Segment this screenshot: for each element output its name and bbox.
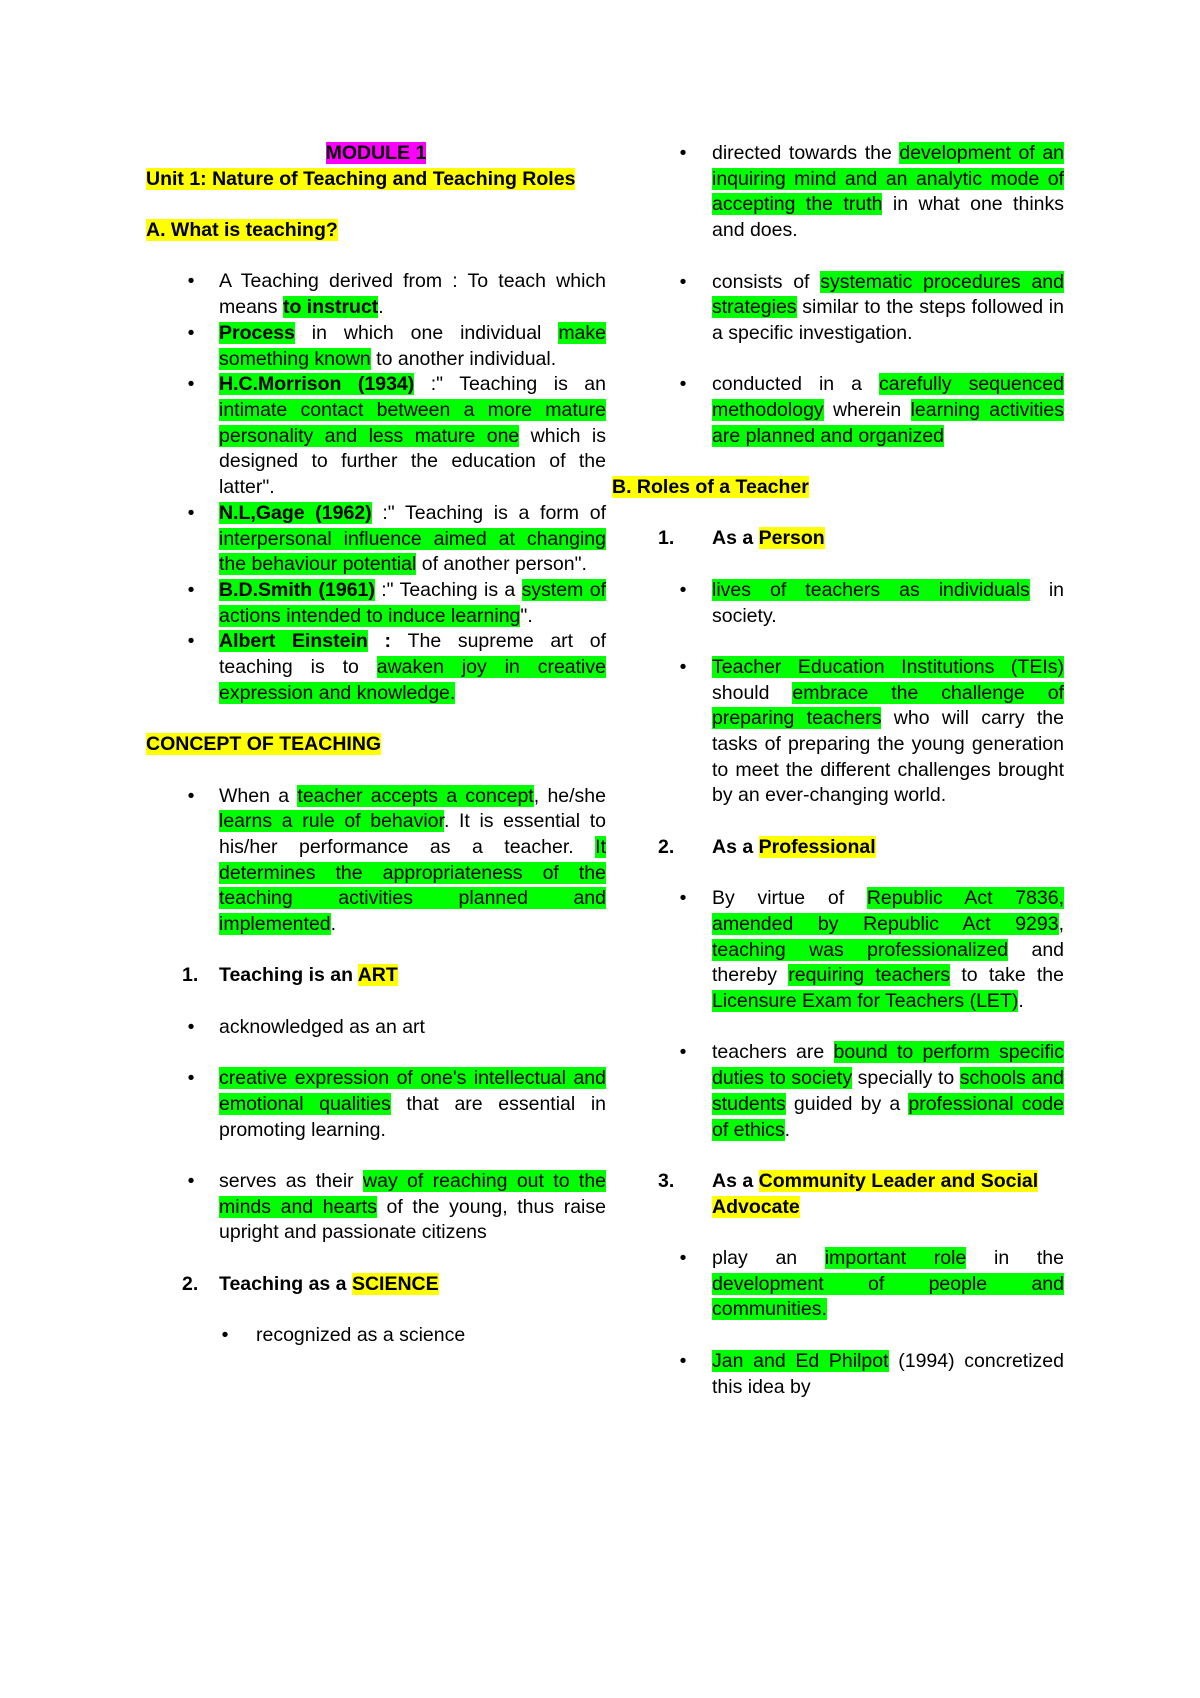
text-segment: wherein	[823, 399, 911, 421]
bullet-icon: •	[679, 887, 687, 910]
list-item	[658, 886, 1064, 1015]
science-list	[146, 1323, 606, 1349]
text-segment: systematic procedures and strategies	[712, 270, 1064, 319]
bullet-icon: •	[679, 1041, 687, 1064]
text-segment: that are essential in promoting learning.	[219, 1092, 607, 1141]
text-segment: to another individual.	[370, 347, 557, 370]
list-item	[658, 141, 1064, 244]
text-segment: make something known	[219, 321, 606, 370]
text-segment: to instruct	[282, 296, 379, 319]
list-item	[146, 1169, 606, 1246]
text-segment: development of people and communities.	[712, 1272, 1064, 1321]
text-segment: which is designed to further the education of the latter".	[219, 424, 606, 499]
list-spacer	[658, 347, 1064, 373]
bullet-icon: •	[187, 1170, 195, 1192]
role-person-list	[658, 578, 1064, 809]
text-segment: requiring teachers	[788, 964, 951, 987]
text-segment: Jan and Ed Philpot	[712, 1349, 889, 1372]
bullet-icon: •	[187, 630, 195, 653]
text-segment: professional code of ethics	[712, 1092, 1064, 1141]
text-segment: and thereby	[712, 938, 1065, 987]
science-continued-list	[658, 141, 1064, 449]
text-segment: directed towards the	[712, 142, 900, 164]
text-segment: way of reaching out to the minds and hearts	[219, 1170, 607, 1218]
bullet-icon: •	[187, 784, 195, 807]
text-segment: B.D.Smith (1961)	[219, 578, 375, 601]
role-person-heading: 1. As a Person	[658, 527, 825, 550]
text-segment: guided by a	[785, 1092, 909, 1115]
bullet-icon: •	[187, 1067, 195, 1090]
list-item	[658, 372, 1064, 449]
text-segment: learning activities are planned and organized	[712, 399, 1064, 447]
text-segment: in which one individual	[294, 321, 559, 344]
list-item	[146, 269, 606, 320]
list-item	[658, 655, 1064, 809]
text-segment: Republic Act 7836, amended by Republic Act 9293	[712, 887, 1064, 935]
text-segment: awaken joy in creative expression and knowledge.	[219, 656, 606, 704]
list-spacer	[146, 1143, 606, 1169]
concept-heading: CONCEPT OF TEACHING	[146, 733, 382, 756]
bullet-icon: •	[187, 321, 195, 344]
text-segment: schools and students	[712, 1067, 1064, 1115]
bullet-icon: •	[679, 270, 687, 293]
text-segment: conducted in a	[712, 373, 879, 396]
list-item	[146, 501, 606, 578]
text-segment: .	[330, 913, 337, 936]
text-segment: recognized as a science	[256, 1324, 466, 1347]
bullet-icon: •	[679, 373, 687, 396]
left-column	[146, 141, 606, 1349]
list-item	[658, 578, 1064, 629]
text-segment: in what one thinks and does.	[712, 193, 1064, 242]
art-heading: 1. Teaching is an ART	[182, 964, 398, 987]
bullet-icon: •	[679, 655, 687, 678]
text-segment: (1994) concretized this idea by	[712, 1349, 1065, 1398]
bullet-icon: •	[679, 142, 687, 164]
text-segment: interpersonal influence aimed at changing the behaviour potential	[219, 527, 606, 576]
text-segment: :	[367, 630, 408, 653]
list-item	[658, 270, 1064, 347]
science-heading: 2. Teaching as a SCIENCE	[182, 1272, 439, 1295]
text-segment: teaching was professionalized	[712, 938, 1009, 961]
text-segment: .	[1018, 990, 1024, 1013]
text-segment: When a	[219, 784, 298, 807]
list-spacer	[658, 629, 1064, 655]
text-segment: .	[784, 1118, 791, 1141]
bullet-icon: •	[221, 1324, 229, 1347]
list-item	[146, 1066, 606, 1143]
text-segment: Albert Einstein	[219, 630, 368, 653]
bullet-icon: •	[187, 270, 195, 293]
text-segment: intimate contact between a more mature personality and less mature one	[219, 399, 606, 447]
list-item	[146, 1015, 606, 1041]
text-segment: embrace the challenge of preparing teachers	[712, 681, 1064, 730]
role-community-list	[658, 1246, 1064, 1400]
text-segment: . It is essential to his/her performance as a teacher.	[219, 810, 606, 858]
module-title: MODULE 1	[325, 142, 427, 164]
section-a-heading: A. What is teaching?	[146, 219, 338, 242]
list-item	[146, 321, 606, 372]
text-segment: learns a rule of behavior	[219, 810, 444, 833]
text-segment: carefully sequenced methodology	[712, 373, 1064, 421]
text-segment: of the young, thus raise upright and passionate citizens	[219, 1195, 606, 1244]
text-segment: :" Teaching is a	[374, 578, 522, 601]
list-item	[146, 1323, 606, 1349]
text-segment: teacher accepts a concept	[297, 784, 534, 807]
text-segment: A Teaching derived from : To teach which means	[219, 270, 606, 319]
list-spacer	[658, 244, 1064, 270]
bullet-icon: •	[187, 578, 195, 601]
text-segment: ,	[1058, 912, 1064, 935]
text-segment: , he/she	[533, 784, 606, 807]
role-professional-heading: 2. As a Professional	[658, 835, 876, 858]
bullet-icon: •	[187, 373, 195, 396]
bullet-icon: •	[679, 1247, 687, 1270]
text-segment: The supreme art of teaching is to	[219, 630, 606, 679]
art-list	[146, 1015, 606, 1246]
text-segment: development of an inquiring mind and an analytic mode of accepting the truth	[712, 142, 1065, 216]
bullet-icon: •	[679, 1349, 687, 1372]
list-spacer	[658, 1323, 1064, 1349]
list-spacer	[658, 1015, 1064, 1041]
text-segment: bound to perform specific duties to society	[712, 1041, 1065, 1090]
bullet-icon: •	[679, 578, 687, 601]
text-segment: of another person".	[416, 553, 587, 576]
text-segment: H.C.Morrison (1934)	[219, 373, 415, 396]
text-segment: By virtue of	[712, 887, 867, 910]
text-segment: Process	[219, 321, 295, 344]
right-column	[612, 141, 1065, 1400]
text-segment: It determines the appropriateness of the teaching activities planned and implemented	[219, 835, 606, 936]
text-segment: N.L,Gage (1962)	[219, 501, 372, 524]
text-segment: :" Teaching is a form of	[371, 501, 606, 524]
list-item	[658, 1040, 1064, 1143]
text-segment: serves as their	[219, 1170, 364, 1192]
text-segment: important role	[824, 1247, 967, 1270]
list-item	[146, 784, 606, 938]
text-segment: Teacher Education Institutions (TEIs)	[712, 655, 1064, 678]
list-item	[658, 1246, 1064, 1323]
text-segment: similar to the steps followed in a specific investigation.	[712, 296, 1064, 344]
text-segment: lives of teachers as individuals	[712, 578, 1030, 601]
text-segment: who will carry the tasks of preparing the young generation to meet the different challenges brought by an ever-changing world.	[712, 707, 1064, 807]
text-segment: acknowledged as an art	[219, 1015, 425, 1038]
list-item	[146, 629, 606, 706]
text-segment: in the	[966, 1247, 1065, 1270]
text-segment: in society.	[712, 578, 1064, 627]
role-community-heading: 3. As a Community Leader and Social Advocate	[658, 1169, 1039, 1218]
text-segment: .	[378, 296, 384, 319]
section-b-heading: B. Roles of a Teacher	[612, 476, 809, 499]
bullet-icon: •	[187, 1015, 195, 1038]
text-segment: teachers are	[712, 1041, 834, 1064]
text-segment: Licensure Exam for Teachers (LET)	[712, 990, 1019, 1013]
text-segment: should	[712, 681, 793, 704]
text-segment: specially to	[852, 1067, 960, 1090]
role-professional-list	[658, 886, 1064, 1143]
unit-title: Unit 1: Nature of Teaching and Teaching Roles	[146, 167, 576, 190]
text-segment: system of actions intended to induce learning	[219, 578, 607, 627]
what-is-teaching-list	[146, 269, 606, 706]
list-spacer	[146, 1041, 606, 1067]
list-item	[146, 578, 606, 629]
concept-list	[146, 784, 606, 938]
text-segment: play an	[712, 1247, 825, 1270]
text-segment: consists of	[712, 270, 821, 293]
bullet-icon: •	[187, 501, 195, 524]
text-segment: creative expression of one's intellectual and emotional qualities	[219, 1067, 606, 1115]
text-segment: to take the	[950, 964, 1064, 987]
list-item	[658, 1349, 1064, 1400]
text-segment: :" Teaching is an	[414, 373, 606, 396]
list-item	[146, 372, 606, 501]
text-segment: ".	[520, 604, 533, 627]
